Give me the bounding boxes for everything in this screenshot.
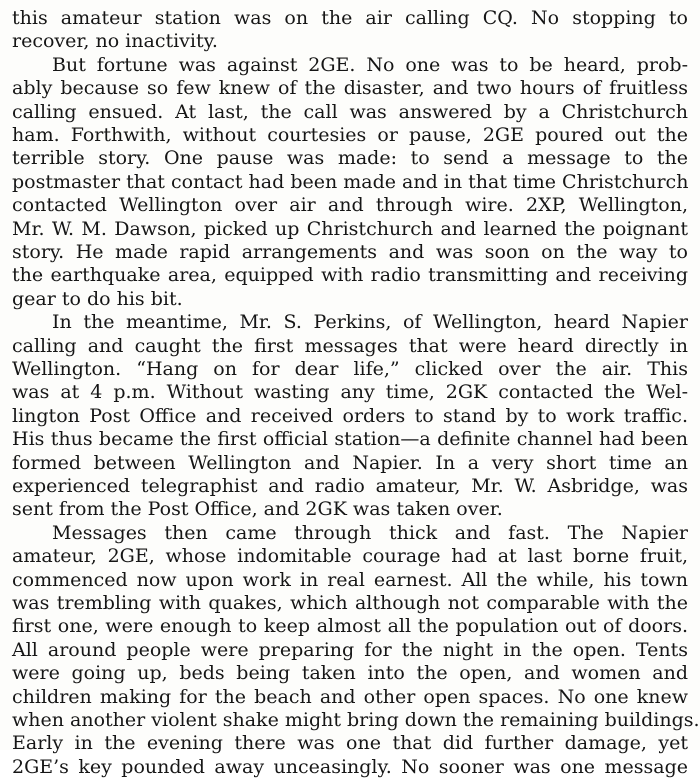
text-line: In the meantime, Mr. S. Perkins, of Wellington, heard Napier (52, 311, 688, 334)
text-line: when another violent shake might bring down the remaining buildings. (12, 709, 700, 731)
text-line: first one, were enough to keep almost all the population out of doors. (12, 615, 688, 638)
text-line: ably because so few knew of the disaster, and two hours of fruitless (12, 77, 688, 100)
text-line: All around people were preparing for the night in the open. Tents (12, 638, 688, 661)
text-line: terrible story. One pause was made: to send a message to the (12, 147, 688, 170)
text-line: Early in the evening there was one that did further damage, yet (12, 732, 688, 755)
text-line: calling and caught the first messages that were heard directly in (12, 334, 688, 357)
text-line: story. He made rapid arrangements and was soon on the way to (12, 241, 688, 263)
text-line: lington Post Office and received orders to stand by to work traffic. (12, 404, 688, 427)
text-line: ham. Forthwith, without courtesies or pause, 2GE poured out the (12, 124, 688, 146)
text-line: were going up, beds being taken into the open, and women and (12, 662, 688, 685)
text-line: formed between Wellington and Napier. In a very short time an (12, 451, 688, 474)
text-line: gear to do his bit. (12, 287, 183, 310)
text-line: Messages then came through thick and fast. The Napier (52, 521, 688, 544)
text-line: Wellington. “Hang on for dear life,” clicked over the air. This (12, 358, 688, 380)
text-line: Mr. W. M. Dawson, picked up Christchurch and learned the poignant (12, 217, 688, 240)
text-line: His thus became the first official station—a definite channel had been (12, 428, 688, 451)
text-line: this amateur station was on the air calling CQ. No stopping to (12, 7, 688, 29)
text-line: children making for the beach and other open spaces. No one knew (12, 685, 688, 708)
text-line: 2GE’s key pounded away unceasingly. No sooner was one message (12, 755, 688, 778)
text-line: was at 4 p.m. Without wasting any time, 2GK contacted the Wel- (12, 381, 688, 404)
text-line: commenced now upon work in real earnest. All the while, his town (12, 568, 688, 591)
text-line: amateur, 2GE, whose indomitable courage had at last borne fruit, (12, 545, 688, 568)
text-line: postmaster that contact had been made and in that time Christchurch (12, 170, 689, 193)
text-line: the earthquake area, equipped with radio transmitting and receiving (12, 264, 688, 287)
text-line: contacted Wellington over air and through wire. 2XP, Wellington, (12, 194, 688, 217)
text-line: was trembling with quakes, which although not comparable with the (12, 592, 688, 614)
text-line: sent from the Post Office, and 2GK was taken over. (12, 498, 503, 521)
text-line: But fortune was against 2GE. No one was to be heard, prob- (52, 53, 688, 76)
text-line: calling ensued. At last, the call was answered by a Christchurch (12, 100, 688, 123)
text-line: recover, no inactivity. (12, 30, 218, 53)
text-line: experienced telegraphist and radio amateur, Mr. W. Asbridge, was (12, 475, 688, 497)
